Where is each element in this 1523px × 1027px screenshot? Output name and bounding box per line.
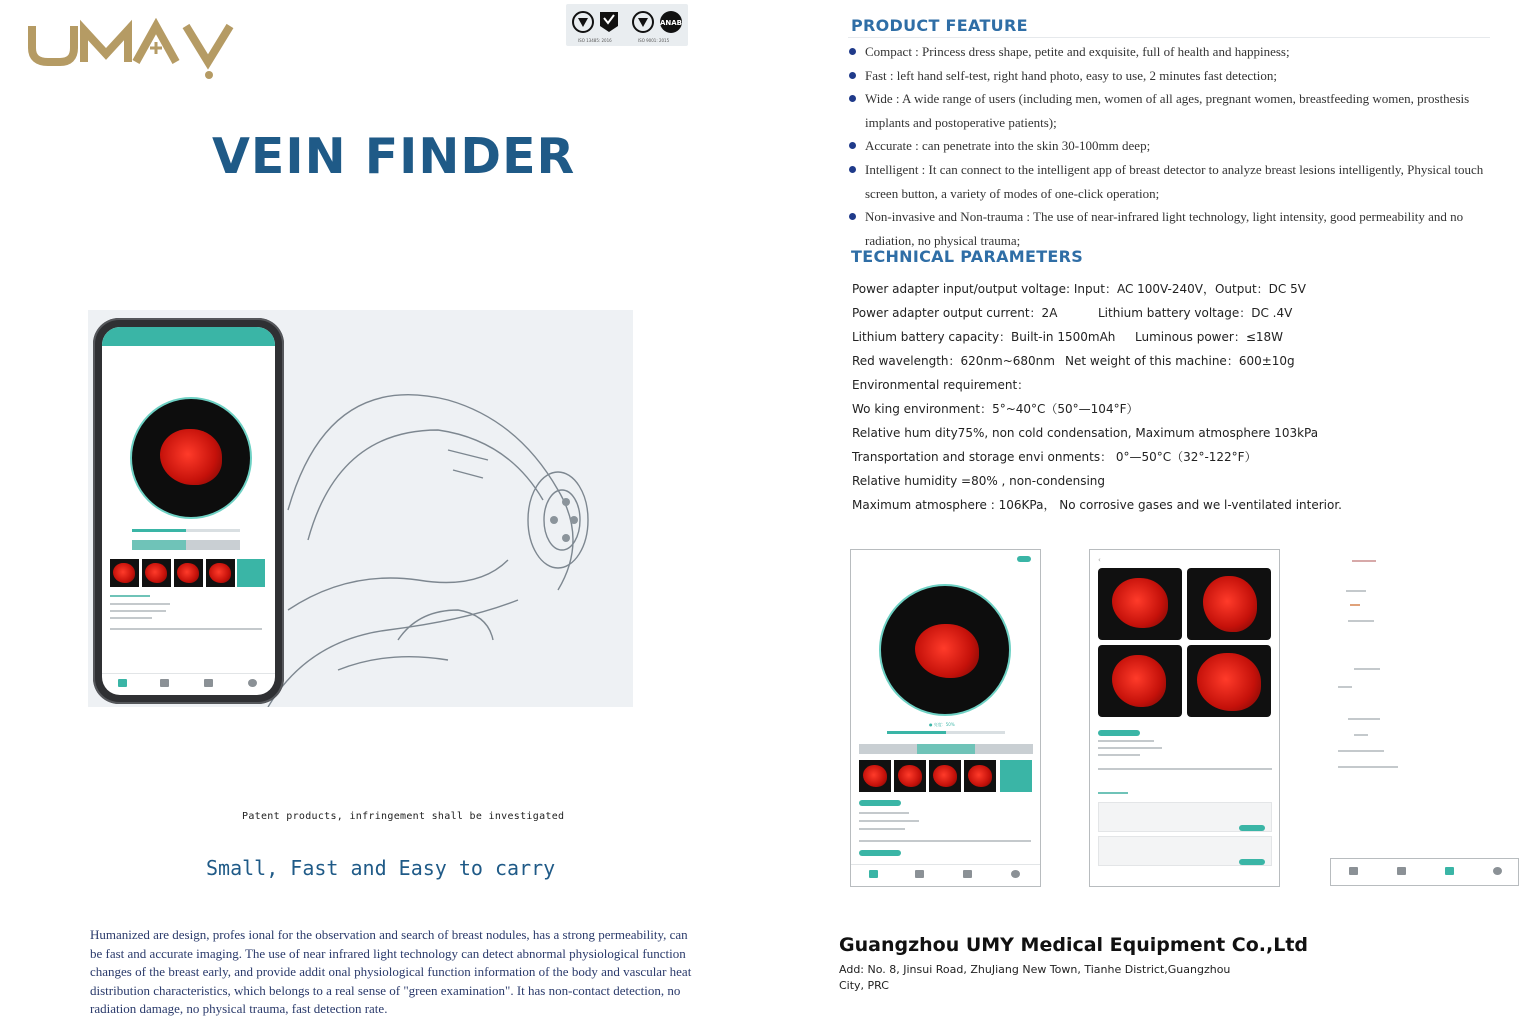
profile-icon[interactable] [1493,867,1502,875]
param-text: Relative humidity =80% , non-condensing [852,474,1106,488]
capture-thumbnail[interactable] [929,760,961,792]
param-text: Net weight of this machine：600±10g [1065,354,1295,368]
param-text: Lithium battery voltage：DC .4V [1098,306,1293,320]
report-card[interactable] [1098,802,1272,832]
umav-logo [26,18,240,84]
record-image[interactable] [1098,568,1182,640]
parameter-list [852,280,1342,520]
param-text: Lithium battery capacity：Built-in 1500mAh [852,330,1116,344]
parameter-row [852,280,1342,304]
anab-accreditation-icon [658,10,684,34]
record-image[interactable] [1187,568,1271,640]
capture-thumbnail[interactable] [859,760,891,792]
technical-parameters-heading: TECHNICAL PARAMETERS [851,247,1084,266]
infrared-scan-view [879,584,1011,716]
record-image[interactable] [1187,645,1271,717]
feature-item: Non-invasive and Non-trauma : The use of near-infrared light technology, light intensity, good permeability and no radiation, no physical trauma; [848,205,1490,252]
app-header-bar [102,327,275,346]
param-text: Power adapter input/output voltage: Input：AC 100V-240V，Output：DC 5V [852,282,1306,296]
parameter-row [852,400,1342,424]
feature-item: Wide : A wide range of users (including men, women of all ages, pregnant women, breastfeeding women, prosthesis implants and postoperative patients); [848,87,1490,134]
brightness-progress [132,529,240,532]
divider [848,37,1490,38]
back-icon[interactable]: ‹ [1098,556,1101,564]
brightness-progress [887,731,1005,734]
mode-tabs[interactable] [132,540,240,550]
brightness-label: ● 亮度：50% [929,722,955,727]
records-icon[interactable] [160,679,169,687]
capture-thumbnail[interactable] [894,760,926,792]
capture-thumbnails [859,760,1019,788]
records-icon[interactable] [1397,867,1406,875]
capture-thumbnail[interactable] [174,559,203,587]
parameter-row [852,496,1342,520]
certification-mark-icon [572,10,594,34]
param-text: Power adapter output current：2A [852,306,1058,320]
company-name: Guangzhou UMY Medical Equipment Co.,Ltd [839,934,1309,956]
infrared-scan-view [130,397,252,519]
app-screenshot-faq [1329,549,1520,887]
parameter-row [852,352,1342,376]
param-text: Transportation and storage envi onments： 0°—50°C（32°-122°F） [852,450,1257,464]
cert-caption: ISO 9001: 2015 [638,38,670,43]
capture-thumbnail[interactable] [110,559,139,587]
feature-item: Accurate : can penetrate into the skin 30-100mm deep; [848,134,1490,158]
param-text: Environmental requirement： [852,378,1030,392]
param-text: Red wavelength：620nm~680nm [852,354,1055,368]
section-tag [859,800,901,806]
app-nav-bar [102,673,275,695]
page-title: VEIN FINDER [212,128,576,185]
app-nav-bar [851,864,1040,886]
tagline: Small, Fast and Easy to carry [206,856,556,880]
parameter-row [852,424,1342,448]
feature-item: Fast : left hand self-test, right hand photo, easy to use, 2 minutes fast detection; [848,64,1490,88]
camera-button[interactable] [1000,760,1032,792]
section-tag [1098,730,1140,736]
parameter-row [852,472,1342,496]
app-screenshot-scan [850,549,1041,887]
certification-badges [566,4,688,46]
capture-thumbnail[interactable] [206,559,235,587]
certification-mark-icon [632,10,654,34]
cert-caption: ISO 13485: 2016 [578,38,612,43]
profile-icon[interactable] [1011,870,1020,878]
report-card[interactable] [1098,836,1272,866]
home-icon[interactable] [118,679,127,687]
capture-thumbnail[interactable] [142,559,171,587]
feature-list [848,40,1490,252]
capture-thumbnail[interactable] [964,760,996,792]
faq-icon[interactable] [963,870,972,878]
records-icon[interactable] [915,870,924,878]
parameter-row [852,328,1342,352]
param-text: Wo king environment：5°~40°C（50°—104°F） [852,402,1139,416]
faq-icon[interactable] [204,679,213,687]
phone-mockup [93,318,284,704]
parameter-row [852,448,1342,472]
app-nav-bar [1330,858,1519,886]
record-image[interactable] [1098,645,1182,717]
home-icon[interactable] [1349,867,1358,875]
app-screen [102,327,275,695]
mode-tabs[interactable] [859,744,1033,754]
home-icon[interactable] [869,870,878,878]
parameter-row [852,376,1342,400]
parameter-row [852,304,1342,328]
section-tag [859,850,901,856]
company-address: Add: No. 8, Jinsui Road, ZhuJiang New Town, Tianhe District,Guangzhou City, PRC [839,963,1231,992]
param-text: Luminous power：≤18W [1135,330,1284,344]
profile-icon[interactable] [248,679,257,687]
header-badge [1017,556,1031,562]
param-text: Relative hum dity75%, non cold condensation, Maximum atmosphere 103kPa [852,426,1319,440]
patent-note: Patent products, infringement shall be investigated [242,811,565,822]
svg-text:ANAB: ANAB [659,19,683,27]
product-description: Humanized are design, profes ional for the observation and search of breast nodules, has a strong permeability, can be fast and accurate imaging. The use of near infrared light technology can detect abnormal physiological function changes of the breast early, and provide addit onal physiological function information of the body and vascular heat distribution characteristics, which belongs to a real sense of "green examination". It has non-contact detection, no radiation damage, no physical trauma, fast detection rate. [90,927,692,1017]
camera-button[interactable] [237,559,265,587]
faq-icon[interactable] [1445,867,1454,875]
app-screenshot-records [1089,549,1280,887]
product-feature-heading: PRODUCT FEATURE [851,16,1028,35]
ukas-quality-icon [598,10,620,34]
feature-item: Intelligent : It can connect to the intelligent app of breast detector to analyze breast lesions intelligently, Physical touch screen button, a variety of modes of one-click operation; [848,158,1490,205]
feature-item: Compact : Princess dress shape, petite and exquisite, full of health and happiness; [848,40,1490,64]
param-text: Maximum atmosphere : 106KPa， No corrosive gases and we l-ventilated interior. [852,498,1342,512]
